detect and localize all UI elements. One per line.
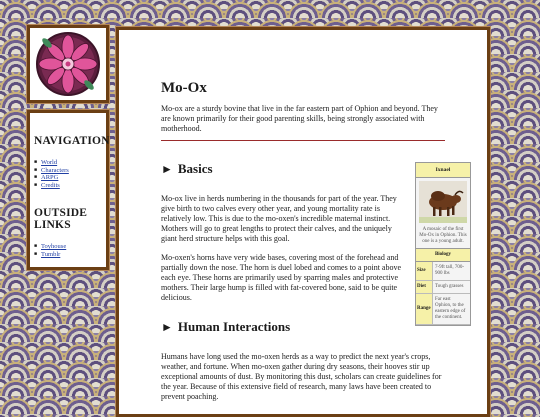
outside-item-toyhouse xyxy=(34,243,101,251)
infobox-row-diet xyxy=(416,281,470,294)
logo-box xyxy=(27,25,109,103)
navigation-panel xyxy=(27,110,109,270)
nav-item-credits xyxy=(34,182,101,190)
flower-logo-icon xyxy=(35,31,101,97)
infobox-biology-heading: Biology xyxy=(416,248,470,262)
bullet-icon: ■ xyxy=(34,182,38,188)
section-heading-text: Human Interactions xyxy=(177,319,291,334)
navigation-heading: NAVIGATION xyxy=(34,135,110,147)
mo-ox-mosaic-icon xyxy=(419,181,467,223)
outside-link-tumblr[interactable]: Tumblr xyxy=(41,250,61,258)
triangle-right-icon: ► xyxy=(161,319,173,334)
infobox-value: 7-9ft tall, 700-900 lbs xyxy=(435,265,465,276)
triangle-right-icon: ► xyxy=(161,161,173,176)
human-interactions-paragraph-1: Humans have long used the mo-oxen herds as a way to predict the next year's crops, weather, and fortune. When mo-oxen gather during dry seasons, their hooves stir up exceptional amounts of dust. By monitoring this dust, scholars can create guidelines for the year. Because of this extensive field of research, many laws have been created to prevent poaching. xyxy=(161,352,442,401)
infobox-row-size xyxy=(416,262,470,281)
infobox-key: Range xyxy=(416,294,433,324)
bullet-icon: ■ xyxy=(34,244,38,250)
bullet-icon: ■ xyxy=(34,251,38,257)
bullet-icon: ■ xyxy=(34,167,38,173)
infobox-title: Ixnael xyxy=(416,163,470,178)
infobox-caption: A mosaic of the first Mo-Ox in Ophion. This one is a young adult. xyxy=(419,227,467,244)
infobox-key: Size xyxy=(416,262,433,280)
basics-paragraph-2: Mo-oxen's horns have very wide bases, covering most of the forehead and partially down the nose. The horn is duel lobed and comes to a point above each eye. These horns are primarily used by sparring males and protective mothers. Their large hump is filled with fat-covered bone, said to be quite delicious. xyxy=(161,253,402,302)
nav-link-credits[interactable]: Credits xyxy=(41,181,60,189)
basics-paragraph-1: Mo-ox live in herds numbering in the thousands for part of the year. They give birth to two calves every other year, and young mortality rate is relatively low. This is due to the mo-oxen's incredible maternal instinct. Mothers will go to great lengths to protect their calves, and the uniquely giant herd structure helps with this goal. xyxy=(161,194,397,243)
navigation-list xyxy=(34,159,101,189)
outside-item-tumblr xyxy=(34,251,101,259)
section-heading-text: Basics xyxy=(177,161,213,176)
page-title: Mo-Ox xyxy=(161,80,207,96)
bullet-icon: ■ xyxy=(34,160,38,166)
nav-link-arpg[interactable]: ARPG xyxy=(41,174,59,182)
infobox-image xyxy=(419,181,467,223)
main-content[interactable] xyxy=(116,27,490,417)
nav-item-characters xyxy=(34,167,101,175)
nav-item-arpg xyxy=(34,174,101,182)
bullet-icon: ■ xyxy=(34,175,38,181)
infobox xyxy=(415,162,471,326)
infobox-value: Far east Ophion, to the eastern edge of the continent. xyxy=(435,297,466,320)
section-heading-human-interactions xyxy=(161,319,407,335)
outside-links-list xyxy=(34,243,101,258)
outside-link-toyhouse[interactable]: Toyhouse xyxy=(41,243,67,251)
intro-paragraph: Mo-ox are a sturdy bovine that live in the far eastern part of Ophion and beyond. They are known primarily for their good parenting skills, being strongly associated with motherhood. xyxy=(161,104,438,133)
nav-link-characters[interactable]: Characters xyxy=(41,166,69,174)
section-divider xyxy=(161,140,445,141)
nav-link-world[interactable]: World xyxy=(41,159,58,167)
outside-links-heading: OUTSIDE LINKS xyxy=(34,207,88,232)
infobox-key: Diet xyxy=(416,281,433,293)
nav-item-world xyxy=(34,159,101,167)
section-heading-basics xyxy=(161,161,445,177)
infobox-value: Tough grasses xyxy=(435,284,464,289)
infobox-row-range xyxy=(416,294,470,325)
